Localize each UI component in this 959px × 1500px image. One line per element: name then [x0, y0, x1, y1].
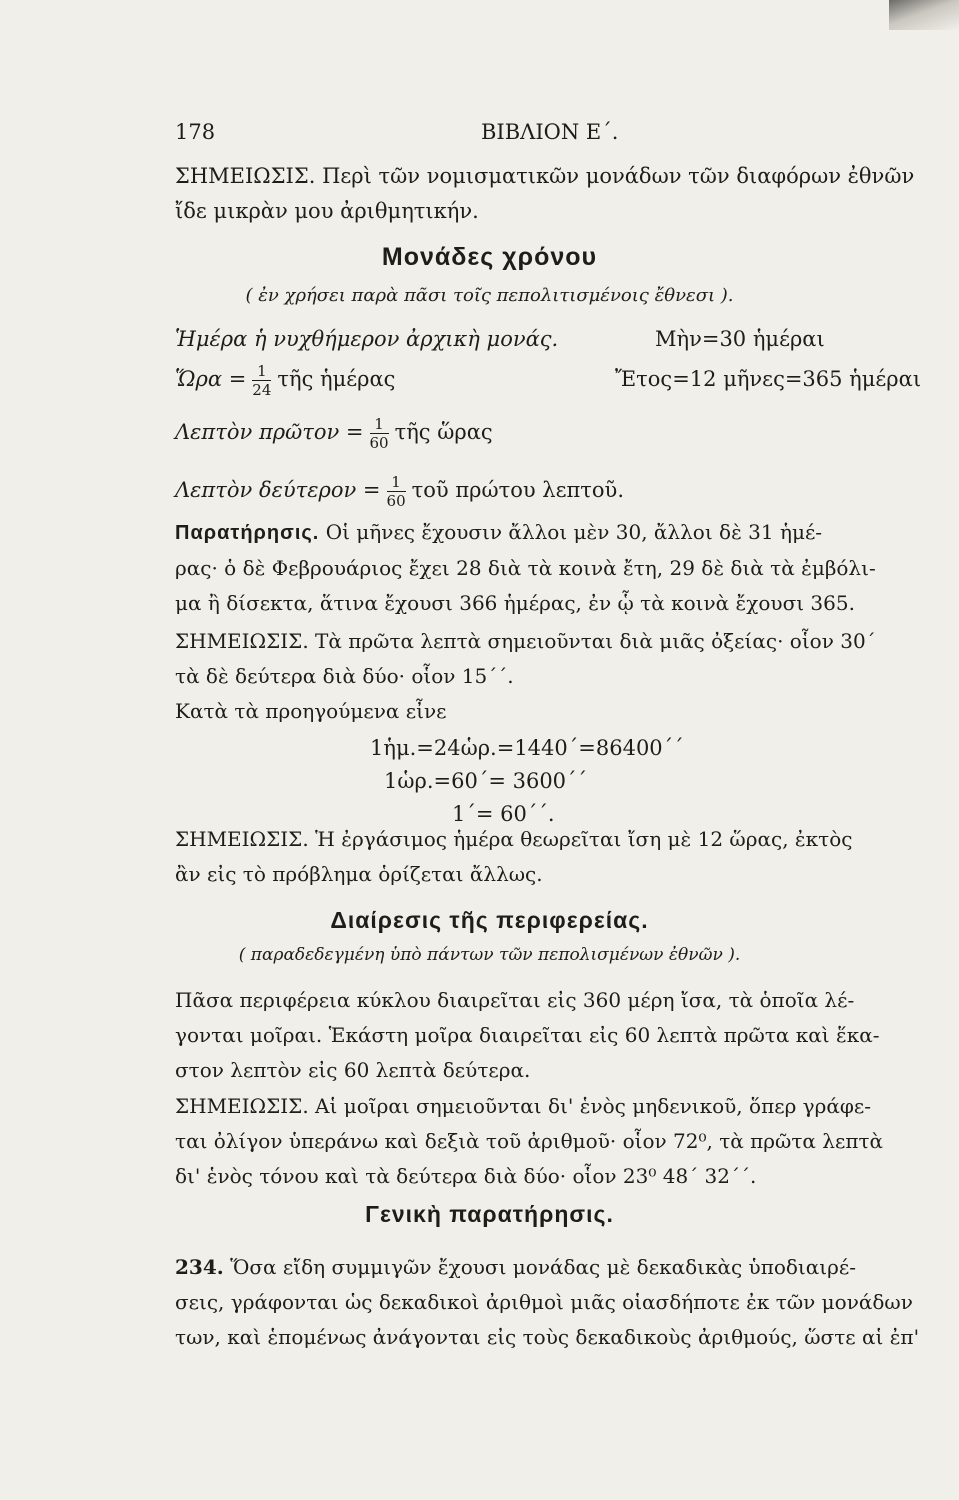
- note-3: [175, 822, 919, 892]
- conversion-row: 1ἡμ.=24ὡρ.=1440΄=86400΄΄: [370, 736, 684, 760]
- note-text: Περὶ τῶν νομισματικῶν μονάδων τῶν διαφόρων ἐθνῶν: [322, 164, 915, 188]
- minute-rest: τῆς ὥρας: [394, 420, 493, 444]
- fraction-denominator: 60: [369, 434, 389, 452]
- day-definition: Ἡμέρα ἡ νυχθήμερον ἀρχικὴ μονάς.: [175, 327, 559, 351]
- general-text: των, καὶ ἑπομένως ἀνάγονται εἰς τοὺς δεκαδικοὺς ἀριθμούς, ὥστε αἱ ἐπ': [175, 1325, 920, 1349]
- circle-text: Πᾶσα περιφέρεια κύκλου διαιρεῖται εἰς 360 μέρη ἴσα, τὰ ὁποῖα λέ-: [175, 988, 855, 1012]
- note-text: ἂν εἰς τὸ πρόβλημα ὁρίζεται ἄλλως.: [175, 862, 543, 886]
- note-2: [175, 624, 919, 729]
- second-label: Λεπτὸν δεύτερον =: [175, 478, 381, 502]
- general-text: σεις, γράφονται ὡς δεκαδικοὶ ἀριθμοὶ μιᾶς οἱασδήποτε ἐκ τῶν μονάδων: [175, 1290, 913, 1314]
- remarks-title: Παρατήρησις.: [175, 522, 320, 544]
- fraction-denominator: 60: [386, 492, 406, 510]
- fraction-numerator: 1: [387, 473, 406, 492]
- circle-text: γονται μοῖραι. Ἑκάστη μοῖρα διαιρεῖται εἰς 60 λεπτὰ πρῶτα καὶ ἕκα-: [175, 1023, 880, 1047]
- note-1: [175, 159, 919, 229]
- note-text: Κατὰ τὰ προηγούμενα εἶνε: [175, 699, 447, 723]
- day-line: [175, 322, 919, 357]
- remarks-paragraph: [175, 515, 919, 621]
- remarks-text: ρας· ὁ δὲ Φεβρουάριος ἔχει 28 διὰ τὰ κοινὰ ἔτη, 29 δὲ διὰ τὰ ἐμβόλι-: [175, 556, 876, 580]
- page-number: 178: [175, 120, 216, 144]
- section-title-time-units: Μονάδες χρόνου: [381, 243, 598, 271]
- hour-label: Ὥρα =: [175, 367, 247, 391]
- paragraph-number: 234.: [175, 1255, 224, 1279]
- note-text: Ἡ ἐργάσιμος ἡμέρα θεωρεῖται ἴση μὲ 12 ὥρας, ἐκτὸς: [315, 827, 853, 851]
- note-text: ἴδε μικρὰν μου ἀριθμητικήν.: [175, 199, 479, 223]
- section-title-general: Γενικὴ παρατήρησις.: [365, 1201, 614, 1227]
- note-label: ΣΗΜΕΙΩΣΙΣ.: [175, 164, 316, 188]
- note-text: Τὰ πρῶτα λεπτὰ σημειοῦνται διὰ μιᾶς ὀξείας· οἷον 30΄: [315, 629, 876, 653]
- first-minute-line: [175, 415, 919, 452]
- minute-label: Λεπτὸν πρῶτον =: [175, 420, 364, 444]
- note-label: ΣΗΜΕΙΩΣΙΣ.: [175, 629, 309, 653]
- section-subtitle: ( παραδεδεγμένη ὑπὸ πάντων τῶν πεπολισμένων ἐθνῶν ).: [238, 945, 741, 965]
- page-header: [175, 115, 919, 150]
- note-text: τὰ δὲ δεύτερα διὰ δύο· οἷον 15΄΄.: [175, 664, 514, 688]
- second-minute-line: [175, 473, 919, 510]
- page-corner-shadow: [889, 0, 959, 30]
- conversion-table: [370, 732, 684, 831]
- circle-paragraph: [175, 983, 919, 1088]
- section-title-circle: Διαίρεσις τῆς περιφερείας.: [330, 907, 649, 933]
- second-fraction: [387, 473, 406, 510]
- remarks-text: μα ἢ δίσεκτα, ἅτινα ἔχουσι 366 ἡμέρας, ἐν ᾧ τὰ κοινὰ ἔχουσι 365.: [175, 591, 855, 615]
- hour-line: [175, 362, 922, 399]
- note-4: [175, 1089, 919, 1194]
- conversion-row: 1΄= 60΄΄.: [452, 802, 555, 826]
- fraction-denominator: 24: [252, 381, 272, 399]
- note-label: ΣΗΜΕΙΩΣΙΣ.: [175, 1094, 309, 1118]
- general-paragraph: [175, 1250, 919, 1355]
- hour-rest: τῆς ἡμέρας: [277, 367, 396, 391]
- year-definition: Ἔτος=12 μῆνες=365 ἡμέραι: [615, 367, 922, 391]
- minute-fraction: [370, 415, 389, 452]
- note-text: ται ὀλίγον ὑπεράνω καὶ δεξιὰ τοῦ ἀριθμοῦ· οἷον 72⁰, τὰ πρῶτα λεπτὰ: [175, 1129, 884, 1153]
- second-rest: τοῦ πρώτου λεπτοῦ.: [411, 478, 624, 502]
- note-text: Αἱ μοῖραι σημειοῦνται δι' ἑνὸς μηδενικοῦ, ὅπερ γράφε-: [315, 1094, 872, 1118]
- running-title: ΒΙΒΛΙΟΝ Ε΄.: [481, 120, 619, 144]
- fraction-numerator: 1: [252, 362, 271, 381]
- month-definition: Μὴν=30 ἡμέραι: [655, 327, 825, 351]
- section-subtitle: ( ἐν χρήσει παρὰ πᾶσι τοῖς πεπολιτισμένοις ἔθνεσι ).: [245, 285, 734, 306]
- general-text: Ὅσα εἴδη συμμιγῶν ἔχουσι μονάδας μὲ δεκαδικὰς ὑποδιαιρέ-: [230, 1255, 856, 1279]
- note-label: ΣΗΜΕΙΩΣΙΣ.: [175, 827, 309, 851]
- note-text: δι' ἑνὸς τόνου καὶ τὰ δεύτερα διὰ δύο· οἷον 23⁰ 48΄ 32΄΄.: [175, 1164, 757, 1188]
- fraction-numerator: 1: [370, 415, 389, 434]
- hour-fraction: [252, 362, 271, 399]
- conversion-row: 1ὡρ.=60΄= 3600΄΄: [384, 769, 588, 793]
- circle-text: στον λεπτὸν εἰς 60 λεπτὰ δεύτερα.: [175, 1058, 531, 1082]
- remarks-text: Οἱ μῆνες ἔχουσιν ἄλλοι μὲν 30, ἄλλοι δὲ 31 ἡμέ-: [325, 520, 823, 544]
